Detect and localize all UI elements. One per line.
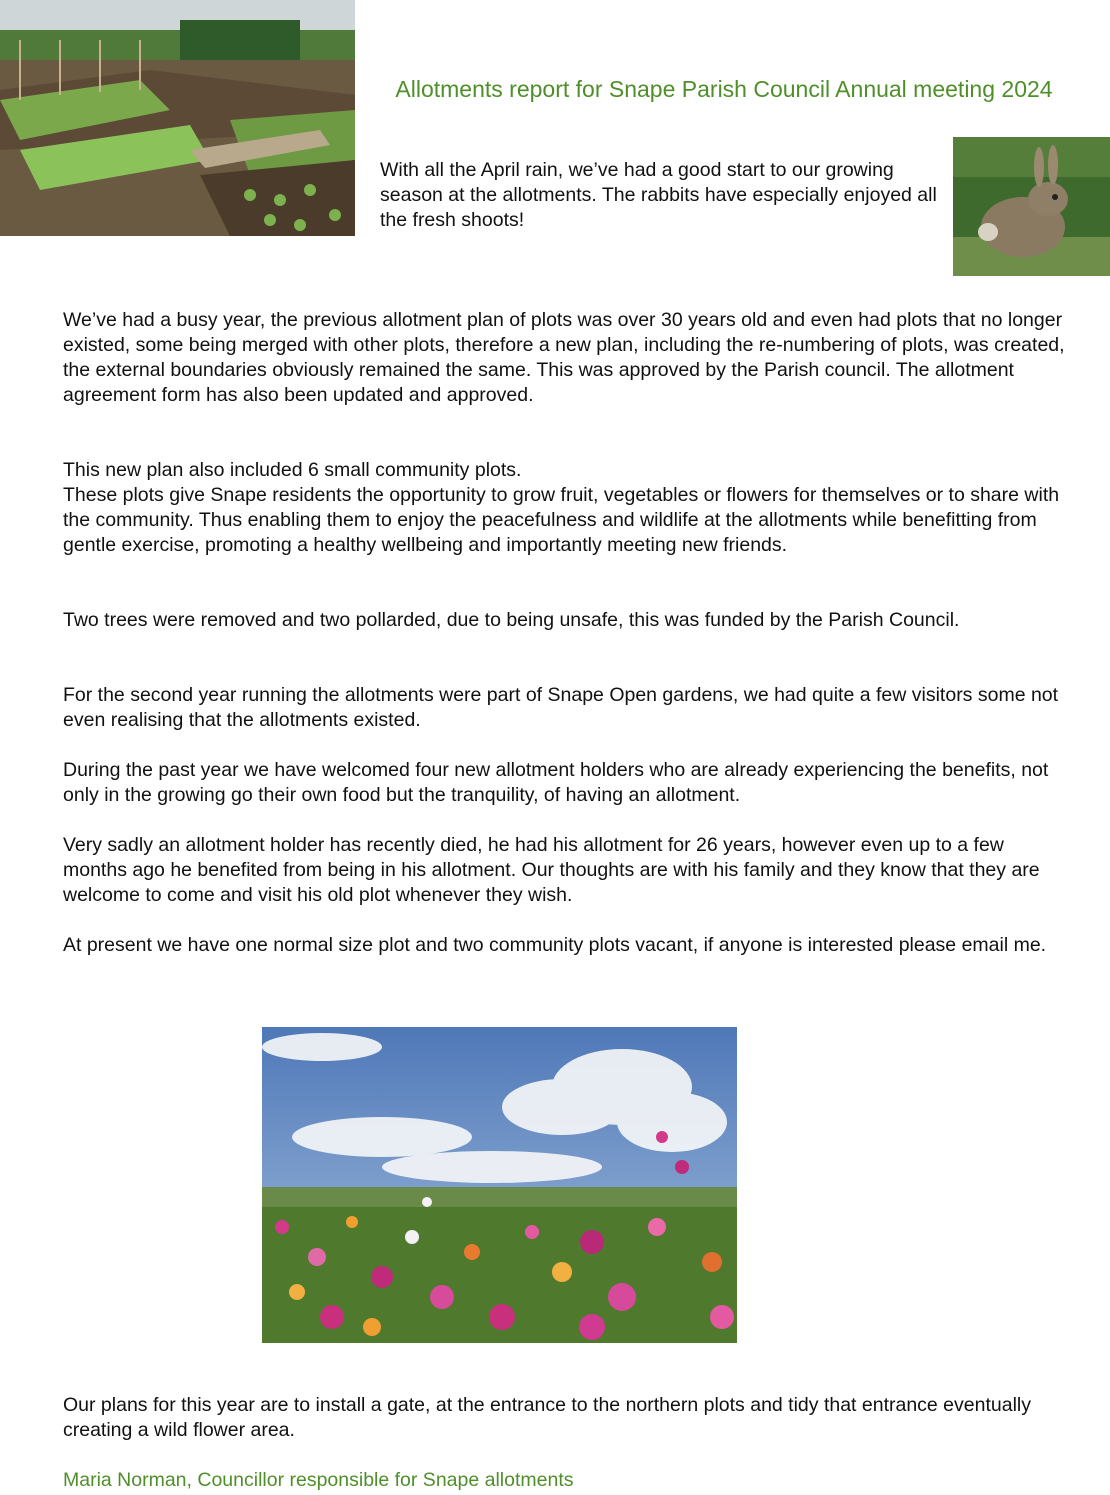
wildflower-photo	[262, 1027, 737, 1343]
report-title: Allotments report for Snape Parish Council Annual meeting 2024	[395, 76, 1053, 102]
paragraph-vacancies: At present we have one normal size plot and two community plots vacant, if anyone is interested please email me.	[63, 934, 1047, 956]
paragraph-plan: We’ve had a busy year, the previous allotment plan of plots was over 30 years old and even had plots that no longer existed, some being merged with other plots, therefore a new plan, including the re-numbering of plots, was created, the external boundaries obviously remained the same. This was approved by the Parish council. The allotment agreement form has also been updated and approved.	[63, 309, 1065, 406]
paragraph-new-holders: During the past year we have welcomed four new allotment holders who are already experiencing the benefits, not only in the growing go their own food but the tranquility, of having an allotment.	[63, 759, 1049, 806]
paragraph-trees: Two trees were removed and two pollarded, due to being unsafe, this was funded by the Parish Council.	[63, 609, 960, 631]
allotment-photo	[0, 0, 355, 236]
paragraph-condolence: Very sadly an allotment holder has recently died, he had his allotment for 26 years, however even up to a few months ago he benefited from being in his allotment. Our thoughts are with his family and they know that they are welcome to come and visit his old plot whenever they wish.	[63, 834, 1040, 906]
community-plots-detail: These plots give Snape residents the opportunity to grow fruit, vegetables or flowers for themselves or to share with the community. Thus enabling them to enjoy the peacefulness and wildlife at the allotments while benefitting from gentle exercise, promoting a healthy wellbeing and importantly meeting new friends.	[63, 484, 1060, 556]
paragraph-open-gardens: For the second year running the allotments were part of Snape Open gardens, we had quite a few visitors some not even realising that the allotments existed.	[63, 684, 1059, 731]
rabbit-photo	[953, 137, 1110, 276]
intro-text: With all the April rain, we’ve had a good start to our growing season at the allotments. The rabbits have especially enjoyed all the fresh shoots!	[380, 159, 937, 231]
community-plots-line: This new plan also included 6 small community plots.	[63, 459, 522, 481]
paragraph-community-plots	[63, 458, 1073, 558]
signature: Maria Norman, Councillor responsible for Snape allotments	[63, 1469, 574, 1491]
paragraph-plans: Our plans for this year are to install a gate, at the entrance to the northern plots and tidy that entrance eventually creating a wild flower area.	[63, 1394, 1031, 1441]
